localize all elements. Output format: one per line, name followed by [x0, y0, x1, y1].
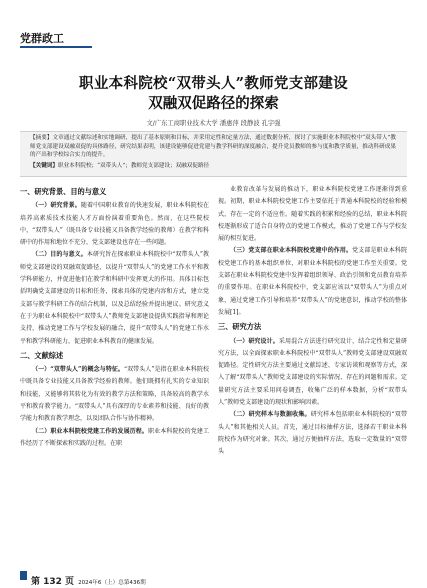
left-column: [20, 184, 209, 450]
paragraph-lead: （二）研究样本与数据收集。: [230, 411, 311, 419]
keywords-text: 职业本科院校；“双带头人”；教师党支部建设；双融双促路径: [57, 163, 210, 169]
paragraph-lead: （一）研究背景。: [32, 202, 81, 210]
right-column: [218, 184, 407, 459]
paragraph-lead: （一）研究设计。: [230, 337, 279, 345]
paragraph-lead: （二）职业本科院校党建工作的发展历程。: [32, 427, 149, 435]
body-paragraph: [20, 364, 209, 425]
paragraph-text: 党支部是职业本科院校党建工作的基本组织单位，对职业本科院校的党建工作至关重要。党支部在职业本科院校党建中发挥着组织领导、政治引领和党员教育培养的重要作用。在职业本科院校中，党支部应该以“双带头人”为重点对象，通过党建工作引导和培养“双带头人”的党建意识，推动学校的整体发展[1]。: [218, 247, 407, 316]
body-paragraph: [218, 184, 407, 245]
body-paragraph: [218, 409, 407, 458]
section-tag-rule: [20, 46, 92, 48]
paragraph-text: 职业本科院校的党建工作经历了不断探索和实践的过程。在职: [20, 427, 209, 447]
abstract-text: 【摘要】文章通过文献综述和实地调研，提出了基本原则和目标，并采用定性和定量方法，通过数据分析，探讨了实施职业本科院校中“双头带人”教师党支部建设双融双促的具体路径，研究结果表明，该建设能够促进党建与教学科研的深度融合，提升党员教师的参与度和教学质量，推动科研成果的产出和学校综合实力的提升。: [30, 135, 396, 159]
article-authors: 文/广东工商职业技术大学 潘惠萍 段静波 孔宇强: [146, 120, 281, 127]
body-paragraph: [20, 200, 209, 249]
paragraph-text: 研究样本包括职业本科院校的“双带头人”和其他相关人员。首先，通过目标抽样方法，选择若干职业本科院校作为研究对象。其次，通过方便抽样方法，选取一定数量的“双带头: [218, 411, 407, 456]
article-title-line-2: 双融双促路径的探索: [148, 95, 279, 112]
section-tag: 党群政工: [20, 32, 64, 45]
paragraph-text: 业教育改革与发展的推动下，职业本科院校党建工作逐渐得到重视。初期，职业本科院校党建工作主要依托于普通本科院校的经验和模式，存在一定的不适应性。随着实践的积累和经验的总结，职业本科院校逐渐形成了适合自身特点的党建工作模式，推动了党建工作与学校发展的相互促进。: [218, 186, 407, 243]
page-number: 第 132 页: [31, 577, 75, 587]
paragraph-text: 随着中国职业教育的快速发展，职业本科院校在培养高素质技术技能人才方面扮演着重要角色。然而，在这些院校中，“双带头人”（既具备专业技能又具备教学经验的教师）在教学和科研中的作用和地位不充分，党支部建设也存在一些问题。: [20, 202, 209, 247]
body-paragraph: [20, 426, 209, 451]
paragraph-lead: （二）目的与意义。: [32, 251, 87, 259]
paragraph-text: 采用混合方法进行研究设计，结合定性和定量研究方法，以全面探索职业本科院校中“双带头人”教师党支部建设双融双促路径。定性研究方法主要通过文献综述、专家访谈和观察等方式，深入了解“双带头人”教师党支部建设的实际情况、存在的问题和需求。定量研究方法主要采用问卷调查，收集广泛的样本数据，分析“双带头人”教师党支部建设的现状和影响因素。: [218, 337, 407, 407]
issue-info: 2024年6（上）总第436期: [78, 580, 146, 586]
paragraph-lead: （一）“双带头人”的概念与特征。: [32, 366, 124, 374]
section-heading: 三、研究方法: [218, 322, 262, 332]
body-paragraph: [218, 336, 407, 410]
footer-marker: [20, 571, 27, 580]
keywords-label: 【关键词】: [30, 163, 58, 169]
paragraph-text: “双带头人”是指在职业本科院校中既具备专业技能又具备教学经验的教师。他们既拥有扎实的专业知识和技能，又能够将其转化为有效的教学方法和策略，具备较高的教学水平和教育教学能力。“双带头人”具有深厚的专业素养和技能、良好的教学能力和教育教学理念，以及团队合作与协作精神。: [20, 366, 210, 423]
article-title-line-1: 职业本科院校“双带头人”教师党支部建设: [79, 75, 348, 92]
page-footer: [31, 569, 146, 588]
section-heading: 一、研究背景、目的与意义: [20, 187, 107, 196]
paragraph-lead: （三）党支部在职业本科院校党建中的作用。: [230, 247, 353, 255]
keywords: [30, 162, 396, 171]
paragraph-text: 本研究旨在探索职业本科院校中“双带头人”教师党支部建设的双融双促路径，以提升“双带头人”的党建工作水平和教学科研能力，并促进他们在教学和科研中发挥更大的作用。具体目标包括明确党支部建设的目标和任务，探索具体的党建内容和方式，建立党支部与教学科研工作的结合机制，以及总结经验并提出建议。研究意义在于为职业本科院校中“双带头人”教师党支部建设提供实践指导和理论支持，推动党建工作与学校发展的融合，提升“双带头人”的党建工作水平和教学科研能力，促进职业本科教育的健康发展。: [20, 251, 209, 345]
body-paragraph: [218, 245, 407, 319]
section-heading: 二、文献综述: [20, 350, 64, 360]
body-paragraph: [20, 249, 209, 347]
